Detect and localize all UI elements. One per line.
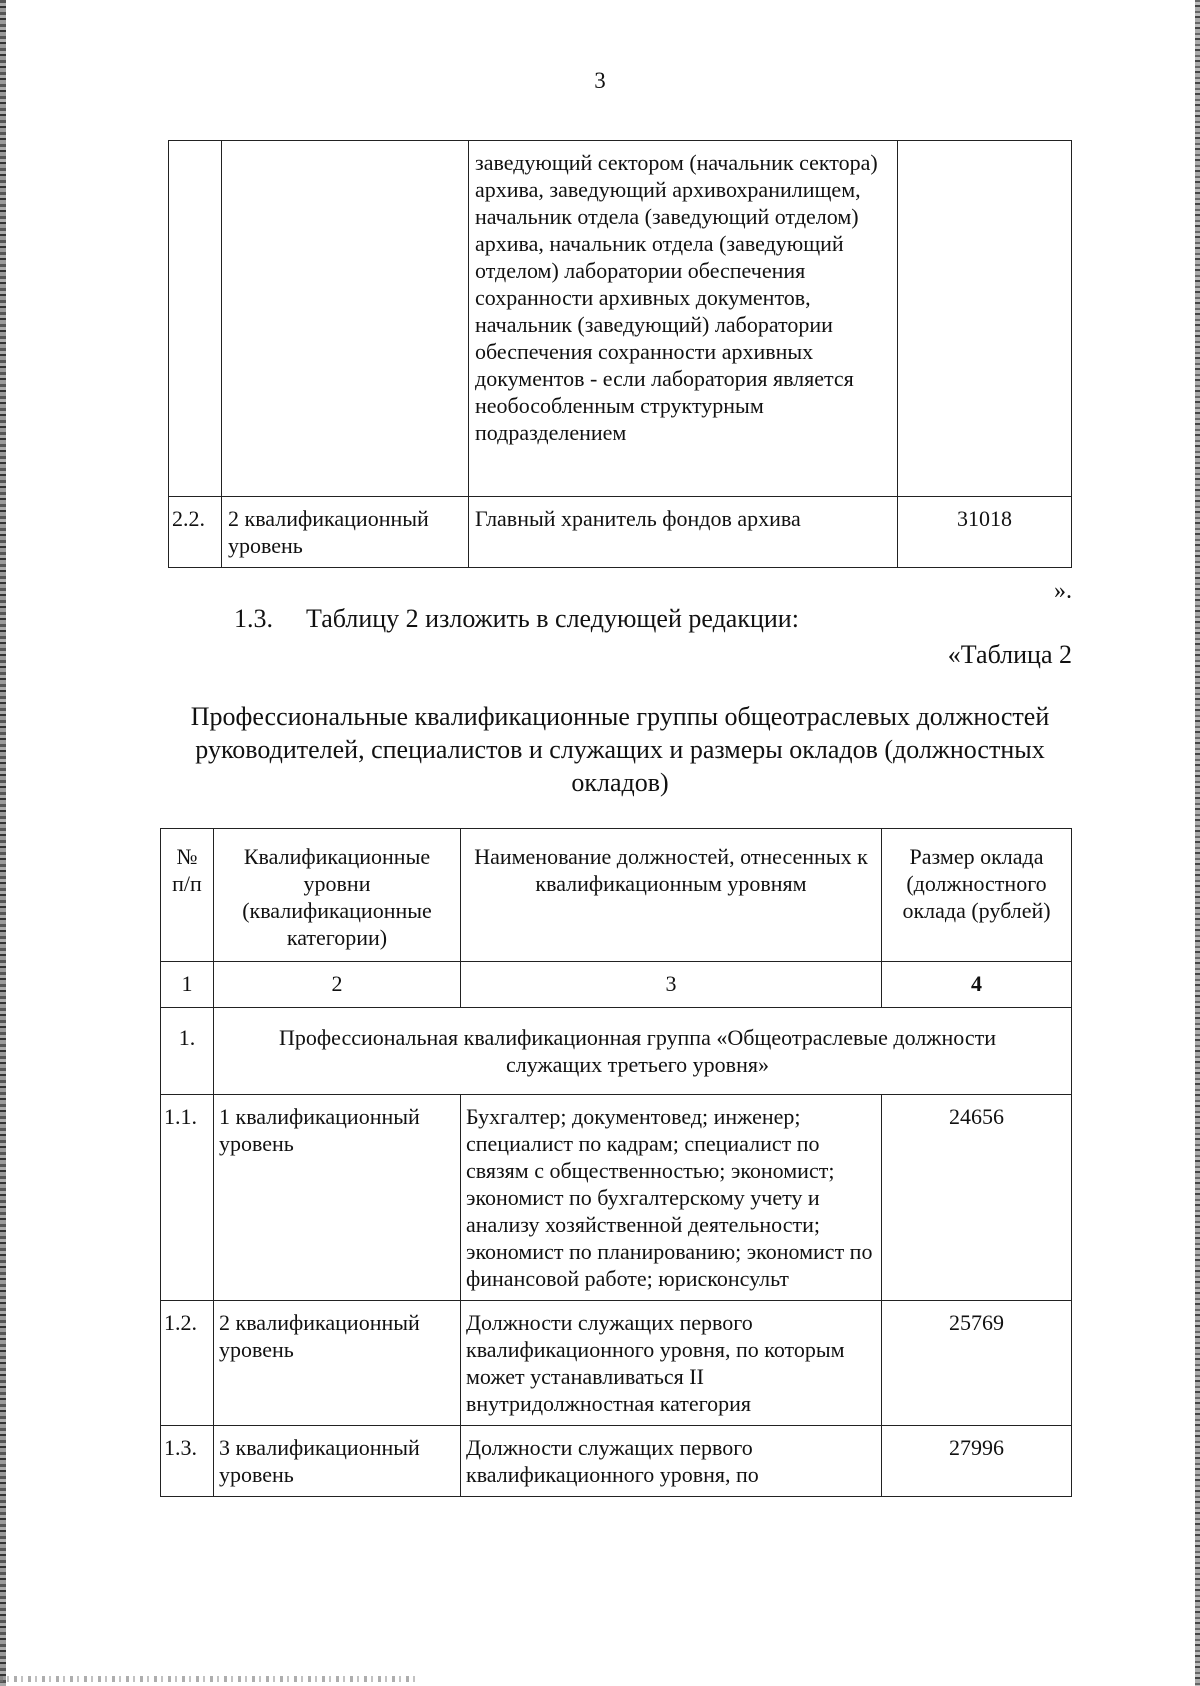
table-heading: Профессиональные квалификационные группы общеотраслевых должностей руководителей, специалистов и служащих и размеры окладов (должностных окладов) xyxy=(190,702,1050,797)
group-title: Профессиональная квалификационная группа «Общеотраслевые должности служащих третьего уровня» xyxy=(214,1008,1072,1095)
table-label: «Таблица 2 xyxy=(947,640,1072,669)
instruction-number: 1.3. xyxy=(234,604,273,633)
column-index: 1 xyxy=(161,962,214,1008)
row-number-cell: 2.2. xyxy=(169,497,222,568)
header-num: № п/п xyxy=(161,829,214,962)
table-row xyxy=(161,1426,1072,1497)
positions-cell: Должности служащих первого квалификационного уровня, по которым может устанавливаться II внутридолжностная категория xyxy=(461,1301,882,1426)
row-number-cell: 1.3. xyxy=(161,1426,214,1497)
instruction-text: Таблицу 2 изложить в следующей редакции: xyxy=(306,604,799,633)
scan-edge-left xyxy=(0,0,6,1686)
level-cell: 2 квалификационный уровень xyxy=(222,497,469,568)
page-number: 3 xyxy=(594,68,606,93)
closing-quote: ». xyxy=(1054,578,1072,604)
amendment-instruction xyxy=(234,604,799,634)
positions-cell: Бухгалтер; документовед; инженер; специалист по кадрам; специалист по связям с общественностью; экономист; экономист по бухгалтерскому учету и анализу хозяйственной деятельности; экономист по планированию; экономист по финансовой работе; юрисконсульт xyxy=(461,1095,882,1301)
positions-cell: заведующий сектором (начальник сектора) архива, заведующий архивохранилищем, начальник отдела (заведующий отделом) архива, начальник отдела (заведующий отделом) лаборатории обеспечения сохранности архивных документов, начальник (заведующий) лаборатории обеспечения сохранности архивных документов - если лаборатория является необособленным структурным подразделением xyxy=(469,141,898,497)
column-index: 3 xyxy=(461,962,882,1008)
level-cell: 3 квалификационный уровень xyxy=(214,1426,461,1497)
header-level: Квалификационные уровни (квалификационные категории) xyxy=(214,829,461,962)
header-row xyxy=(161,829,1072,962)
salary-cell: 25769 xyxy=(882,1301,1072,1426)
group-row xyxy=(161,1008,1072,1095)
table-row xyxy=(161,1095,1072,1301)
row-number-cell: 1.1. xyxy=(161,1095,214,1301)
salary-cell: 27996 xyxy=(882,1426,1072,1497)
positions-cell: Должности служащих первого квалификационного уровня, по xyxy=(461,1426,882,1497)
salary-cell: 24656 xyxy=(882,1095,1072,1301)
header-positions: Наименование должностей, отнесенных к квалификационным уровням xyxy=(461,829,882,962)
positions-cell: Главный хранитель фондов архива xyxy=(469,497,898,568)
continued-table xyxy=(168,140,1072,568)
row-number-cell xyxy=(169,141,222,497)
salary-cell xyxy=(898,141,1072,497)
salary-cell: 31018 xyxy=(898,497,1072,568)
column-index: 4 xyxy=(882,962,1072,1008)
level-cell: 1 квалификационный уровень xyxy=(214,1095,461,1301)
salary-table xyxy=(160,828,1072,1497)
scan-noise-bottom xyxy=(0,1676,420,1682)
table-row xyxy=(169,141,1072,497)
level-cell xyxy=(222,141,469,497)
column-index-row xyxy=(161,962,1072,1008)
table-row xyxy=(161,1301,1072,1426)
table-row xyxy=(169,497,1072,568)
row-number-cell: 1.2. xyxy=(161,1301,214,1426)
column-index: 2 xyxy=(214,962,461,1008)
level-cell: 2 квалификационный уровень xyxy=(214,1301,461,1426)
header-salary: Размер оклада (должностного оклада (рублей) xyxy=(882,829,1072,962)
scan-edge-right xyxy=(1195,0,1200,1686)
group-number: 1. xyxy=(161,1008,214,1095)
